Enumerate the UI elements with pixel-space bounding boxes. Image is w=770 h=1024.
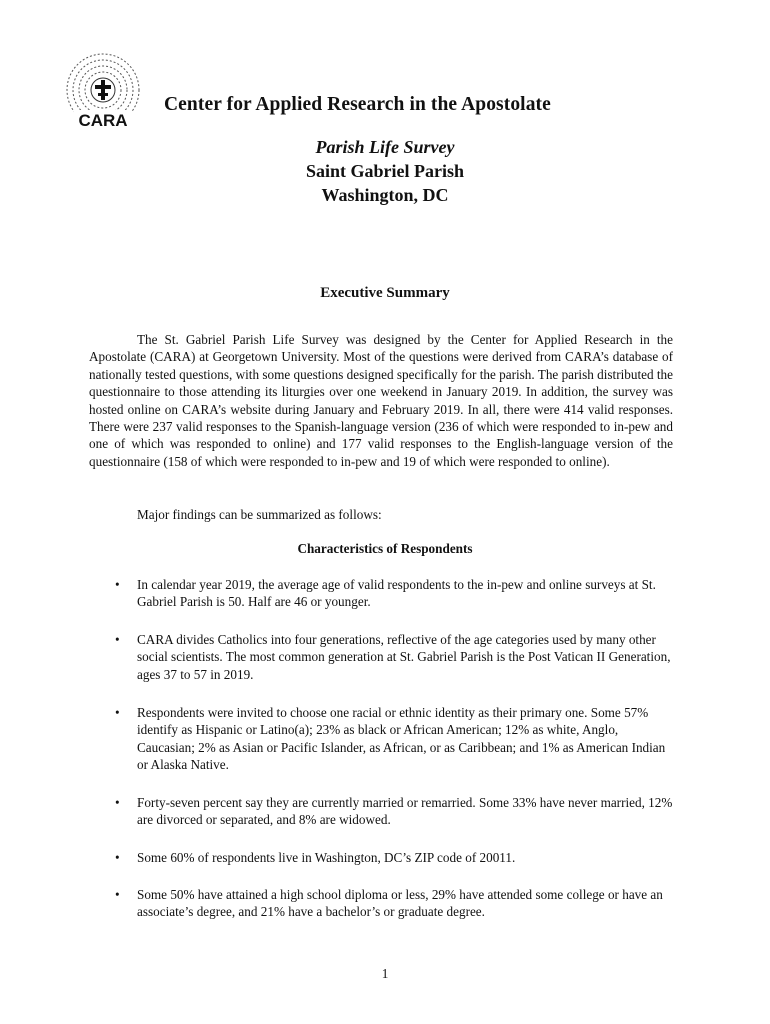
finding-text: Respondents were invited to choose one racial or ethnic identity as their primary one. Some 57% identify as Hispanic or Latino(a); 23% as black or African American; 12% as white, Anglo, Caucasian; 2% as Asian or Pacific Islander, as African, or as Caribbean; and 1% as American Indian or Alaska Native. <box>137 705 666 773</box>
finding-item <box>115 886 675 921</box>
parish-name: Saint Gabriel Parish <box>305 161 464 181</box>
finding-item <box>115 794 675 829</box>
finding-item <box>115 576 675 611</box>
page-number: 1 <box>381 966 389 981</box>
survey-title: Parish Life Survey <box>315 137 455 157</box>
location: Washington, DC <box>321 185 449 205</box>
finding-item <box>115 704 675 774</box>
major-findings-intro: Major findings can be summarized as follows: <box>137 507 382 522</box>
finding-item <box>115 849 675 866</box>
cara-logo <box>62 52 144 134</box>
bullet-icon: • <box>115 887 120 902</box>
intro-paragraph: The St. Gabriel Parish Life Survey was designed by the Center for Applied Research in the Apostolate (CARA) at Georgetown University. Most of the questions were derived from CARA’s database of nationally tested questions, with some questions designed specifically for the parish. The parish distributed the questionnaire to those attending its liturgies over one weekend in January 2019. In addition, the survey was hosted online on CARA’s website during January and February 2019. In all, there were 414 valid responses. There were 237 valid responses to the Spanish-language version (236 of which were responded to in-pew and one of which was responded to online) and 177 valid responses to the English-language version of the questionnaire (158 of which were responded to in-pew and 19 of which were responded to online). <box>89 332 673 469</box>
executive-summary-heading: Executive Summary <box>320 285 450 301</box>
finding-text: Some 60% of respondents live in Washington, DC’s ZIP code of 20011. <box>137 850 516 865</box>
bullet-icon: • <box>115 577 120 592</box>
finding-text: Forty-seven percent say they are currently married or remarried. Some 33% have never married, 12% are divorced or separated, and 8% are widowed. <box>137 795 673 828</box>
characteristics-heading: Characteristics of Respondents <box>297 541 473 556</box>
finding-item <box>115 631 675 683</box>
org-title: Center for Applied Research in the Apostolate <box>164 94 551 115</box>
finding-text: CARA divides Catholics into four generations, reflective of the age categories used by many other social scientists. The most common generation at St. Gabriel Parish is the Post Vatican II Generation, ages 37 to 57 in 2019. <box>137 632 671 682</box>
finding-text: In calendar year 2019, the average age of valid respondents to the in-pew and online surveys at St. Gabriel Parish is 50. Half are 46 or younger. <box>137 577 656 610</box>
bullet-icon: • <box>115 632 120 647</box>
bullet-icon: • <box>115 705 120 720</box>
bullet-icon: • <box>115 850 120 865</box>
finding-text: Some 50% have attained a high school diploma or less, 29% have attended some college or have an associate’s degree, and 21% have a bachelor’s or graduate degree. <box>137 887 663 920</box>
logo-wordmark: CARA <box>78 111 128 130</box>
bullet-icon: • <box>115 795 120 810</box>
